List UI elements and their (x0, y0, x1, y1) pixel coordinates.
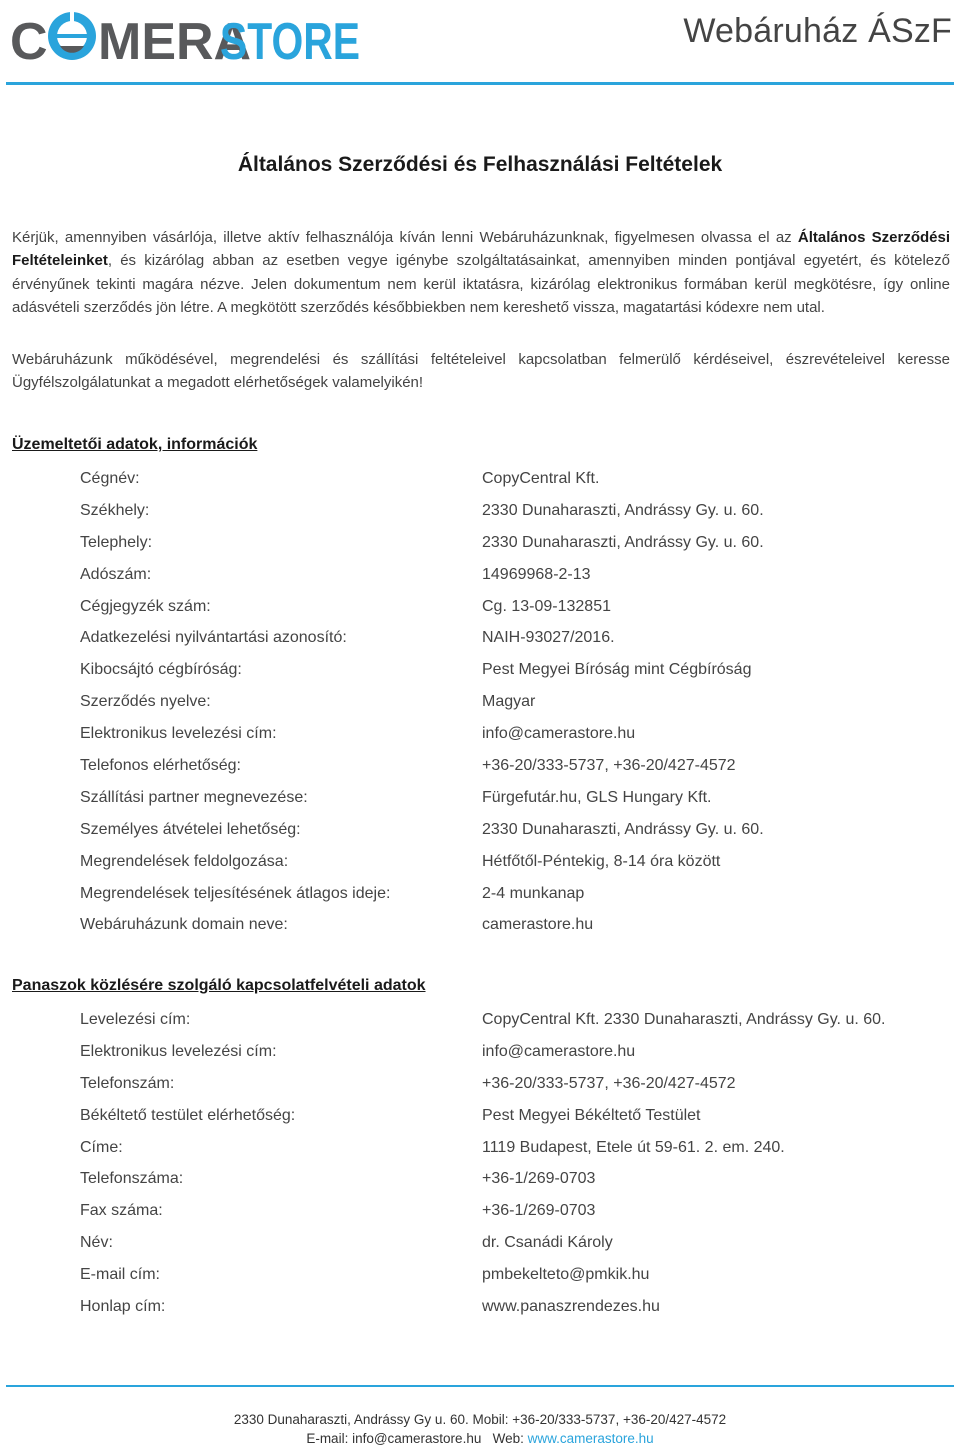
footer-divider (6, 1385, 954, 1387)
logo-word-mera: MERA (98, 13, 252, 71)
header-title: Webáruház ÁSzF (683, 12, 952, 50)
info-label: Szerződés nyelve: (80, 693, 211, 711)
info-row (80, 654, 940, 686)
info-label: Adatkezelési nyilvántartási azonosító: (80, 629, 347, 647)
info-label: Elektronikus levelezési cím: (80, 1042, 277, 1060)
info-value: dr. Csanádi Károly (482, 1234, 613, 1252)
logo-word-store: STORE (220, 13, 360, 71)
info-label: Cégnév: (80, 469, 140, 487)
info-value: CopyCentral Kft. 2330 Dunaharaszti, Andrássy Gy. u. 60. (482, 1010, 886, 1028)
info-value: Magyar (482, 693, 536, 711)
info-label: Címe: (80, 1138, 123, 1156)
info-row (80, 1100, 940, 1132)
info-value: +36-1/269-0703 (482, 1202, 596, 1220)
info-value: 2330 Dunaharaszti, Andrássy Gy. u. 60. (482, 533, 764, 551)
info-row (80, 1036, 940, 1068)
info-label: Telefonszám: (80, 1074, 175, 1092)
operator-info-table (80, 463, 940, 941)
info-row (80, 909, 940, 941)
info-label: Cégjegyzék szám: (80, 597, 211, 615)
info-row (80, 622, 940, 654)
info-row (80, 1259, 940, 1291)
info-value: Fürgefutár.hu, GLS Hungary Kft. (482, 788, 712, 806)
info-label: Személyes átvételei lehetőség: (80, 820, 301, 838)
info-value: +36-1/269-0703 (482, 1170, 596, 1188)
info-row (80, 1132, 940, 1164)
footer-web-link[interactable]: www.camerastore.hu (527, 1431, 654, 1446)
info-label: Megrendelések teljesítésének átlagos ideje: (80, 884, 391, 902)
info-row (80, 495, 940, 527)
info-label: Megrendelések feldolgozása: (80, 852, 289, 870)
complaints-section-heading: Panaszok közlésére szolgáló kapcsolatfelvételi adatok (12, 977, 426, 994)
info-label: Név: (80, 1234, 113, 1252)
info-row (80, 591, 940, 623)
info-value: 1119 Budapest, Etele út 59-61. 2. em. 240. (482, 1138, 785, 1156)
info-row (80, 463, 940, 495)
info-label: Telefonos elérhetőség: (80, 756, 241, 774)
info-row (80, 1068, 940, 1100)
footer-contact-line: E-mail: info@camerastore.hu Web: www.camerastore.hu (306, 1431, 654, 1446)
info-label: Levelezési cím: (80, 1010, 191, 1028)
info-value: pmbekelteto@pmkik.hu (482, 1266, 650, 1284)
header-divider (6, 82, 954, 85)
info-row (80, 1195, 940, 1227)
info-value: Cg. 13-09-132851 (482, 597, 611, 615)
info-value: 2330 Dunaharaszti, Andrássy Gy. u. 60. (482, 501, 764, 519)
info-value: Pest Megyei Bíróság mint Cégbíróság (482, 661, 752, 679)
info-value: info@camerastore.hu (482, 725, 636, 743)
info-label: Honlap cím: (80, 1297, 166, 1315)
info-row (80, 559, 940, 591)
info-label: Fax száma: (80, 1202, 163, 1220)
info-row (80, 750, 940, 782)
info-value: www.panaszrendezes.hu (482, 1297, 660, 1315)
info-label: Telefonszáma: (80, 1170, 184, 1188)
intro-paragraph-2: Webáruházunk működésével, megrendelési és szállítási feltételeivel kapcsolatban felmerülő kérdéseivel, észrevételeivel keresse Ügyfélszolgálatunkat a megadott elérhetőségek valamelyikén! (12, 351, 950, 392)
info-value: camerastore.hu (482, 916, 594, 934)
camerastore-logo (10, 4, 362, 71)
info-label: Székhely: (80, 501, 150, 519)
page-title: Általános Szerződési és Felhasználási Feltételek (237, 153, 723, 176)
info-value: 14969968-2-13 (482, 565, 591, 583)
footer (0, 1410, 960, 1448)
logo-letter-c: C (10, 13, 48, 71)
info-value: NAIH-93027/2016. (482, 629, 615, 647)
info-label: Békéltető testület elérhetőség: (80, 1106, 296, 1124)
operator-section-heading: Üzemeltetői adatok, információk (12, 436, 258, 453)
info-row (80, 782, 940, 814)
info-label: Adószám: (80, 565, 152, 583)
intro-paragraph-1: Kérjük, amennyiben vásárlója, illetve aktív felhasználója kíván lenni Webáruházunknak, figyelmesen olvassa el az Általános Szerződési Feltételeinket, és kizárólag abban az esetben vegye igénybe szolgáltatásainkat, amennyiben minden pontjával egyetért, és kötelező érvényűnek tekinti magára nézve. Jelen dokumentum nem kerül iktatásra, kizárólag elektronikus formában kerül megkötésre, így online adásvételi szerződés jön létre. A megkötött szerződés későbbiekben nem kereshető vissza, magatartási kódexre nem utal. (12, 229, 950, 317)
info-row (80, 814, 940, 846)
info-label: Telephely: (80, 533, 153, 551)
info-label: Szállítási partner megnevezése: (80, 788, 308, 806)
camera-lens-icon (48, 12, 96, 60)
info-value: info@camerastore.hu (482, 1042, 636, 1060)
info-value: Hétfőtől-Péntekig, 8-14 óra között (482, 852, 721, 870)
info-row (80, 846, 940, 878)
complaints-info-table (80, 1004, 940, 1323)
info-row (80, 686, 940, 718)
info-row (80, 878, 940, 910)
info-label: Webáruházunk domain neve: (80, 916, 288, 934)
info-row (80, 718, 940, 750)
info-label: E-mail cím: (80, 1266, 160, 1284)
info-value: +36-20/333-5737, +36-20/427-4572 (482, 1074, 736, 1092)
info-row (80, 1291, 940, 1323)
info-label: Elektronikus levelezési cím: (80, 725, 277, 743)
info-row (80, 527, 940, 559)
info-value: +36-20/333-5737, +36-20/427-4572 (482, 756, 736, 774)
info-row (80, 1004, 940, 1036)
info-row (80, 1227, 940, 1259)
info-row (80, 1163, 940, 1195)
info-value: 2-4 munkanap (482, 884, 585, 902)
info-value: CopyCentral Kft. (482, 469, 600, 487)
info-value: 2330 Dunaharaszti, Andrássy Gy. u. 60. (482, 820, 764, 838)
info-value: Pest Megyei Békéltető Testület (482, 1106, 701, 1124)
footer-address-line: 2330 Dunaharaszti, Andrássy Gy u. 60. Mobil: +36-20/333-5737, +36-20/427-4572 (233, 1412, 727, 1427)
info-label: Kibocsájtó cégbíróság: (80, 661, 242, 679)
